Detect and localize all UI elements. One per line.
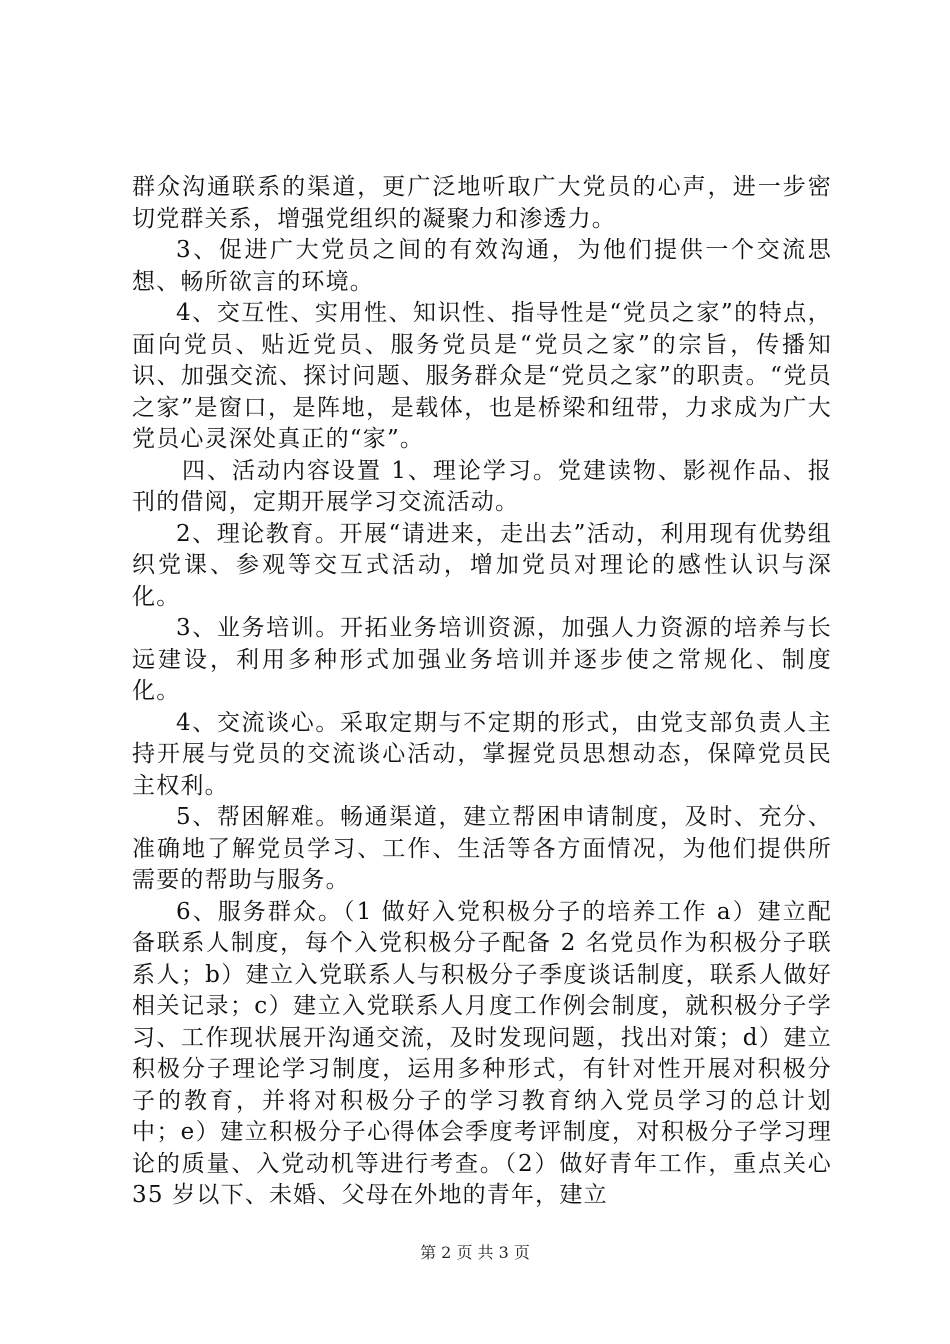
paragraph-2: 3、促进广大党员之间的有效沟通，为他们提供一个交流思想、畅所欲言的环境。 — [132, 237, 832, 295]
paragraph-8: 5、帮困解难。畅通渠道，建立帮困申请制度，及时、充分、准确地了解党员学习、工作、生活等各方面情况，为他们提供所需要的帮助与服务。 — [132, 804, 832, 893]
document-body — [132, 172, 832, 1212]
paragraph-7: 4、交流谈心。采取定期与不定期的形式，由党支部负责人主持开展与党员的交流谈心活动，掌握党员思想动态，保障党员民主权利。 — [132, 709, 832, 799]
paragraph-6: 3、业务培训。开拓业务培训资源，加强人力资源的培养与长远建设，利用多种形式加强业务培训并逐步使之常规化、制度化。 — [132, 615, 832, 704]
paragraph-3: 4、交互性、实用性、知识性、指导性是“党员之家”的特点，面向党员、贴近党员、服务党员是“党员之家”的宗旨，传播知识、加强交流、探讨问题、服务群众是“党员之家”的职责。“党员之家”是窗口，是阵地，是载体，也是桥梁和纽带，力求成为广大党员心灵深处真正的“家”。 — [132, 300, 832, 452]
page-footer: 第 2 页 共 3 页 — [420, 1243, 530, 1262]
paragraph-5: 2、理论教育。开展“请进来，走出去”活动，利用现有优势组织党课、参观等交互式活动，增加党员对理论的感性认识与深化。 — [132, 520, 832, 610]
paragraph-9: 6、服务群众。（1 做好入党积极分子的培养工作 a）建立配备联系人制度，每个入党积极分子配备 2 名党员作为积极分子联系人；b）建立入党联系人与积极分子季度谈话制度，联系人做好相关记录；c）建立入党联系人月度工作例会制度，就积极分子学习、工作现状展开沟通交流，及时发现问题，找出对策；d）建立积极分子理论学习制度，运用多种形式，有针对性开展对积极分子的教育，并将对积极分子的学习教育纳入党员学习的总计划中；e）建立积极分子心得体会季度考评制度，对积极分子学习理论的质量、入党动机等进行考查。（2）做好青年工作，重点关心 35 岁以下、未婚、父母在外地的青年，建立 — [132, 898, 832, 1208]
paragraph-4: 四、活动内容设置 1、理论学习。党建读物、影视作品、报刊的借阅，定期开展学习交流活动。 — [132, 457, 832, 515]
paragraph-1: 群众沟通联系的渠道，更广泛地听取广大党员的心声，进一步密切党群关系，增强党组织的凝聚力和渗透力。 — [132, 174, 832, 232]
